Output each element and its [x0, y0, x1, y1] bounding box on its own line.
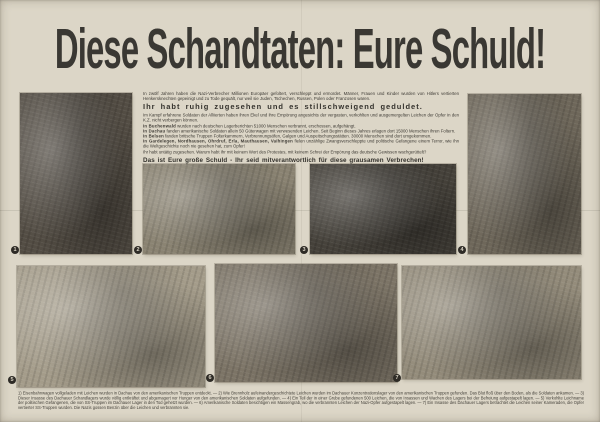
photo-7	[402, 266, 581, 379]
camp-lead: In Buchenwald	[143, 123, 176, 129]
allied-soldiers-paragraph: Im Kampf erfahrene Soldaten der Alliierten haben ihren Ekel und ihre Empörung angesichts der vergasten, verkohlten und ausgemergelten Leichen der Opfer in den K.Z. nicht verbergen können.	[143, 112, 459, 123]
photo-6	[215, 264, 397, 382]
camp-text: wurden nach deutschen Lagerberichten 51000 Menschen verbrannt, erschossen, aufgehängt.	[175, 123, 356, 129]
camp-list	[143, 124, 459, 149]
photo-2-number-badge: 2	[134, 246, 142, 254]
photo-captions-text: 1) Eisenbahnwagen vollgeladen mit Leichen wurden in Dachau von den amerikanischen Truppen entdeckt. — 2) Wie Brennholz aufeinandergeschichtete Leichen wurden im Dachauer Konzentrationslager von den amerikanischen Truppen gefunden. Das Blut floß über den Boden, als die Soldaten ankamen. — 3) Dieser Insasse des Dachauer Schandlagers wurde völlig entkräftet und abgemagert vor Hunger von den amerikanischen Soldaten aufgefunden. — 4) Ein Teil der in einer Grube gefundenen 500 Leichen, die von Insassen und Wachen des Lagers bei der Befreiung aufgestapelt lagen. — 5) Verkohlte Leichname der politischen Gefangenen, die von SS-Truppen im Dachauer Lager in den Tod gehetzt wurden. — 6) Amerikanische Soldaten besichtigen ein Massengrab, wo die verbrannten Leichen der Nazi-Opfer aufgestapelt lagen. — 7) Ein Insasse des Dachauer Lagers betrachtet die Leichen seiner Kameraden, die Opfer vertierter SS-Truppen wurden. Die Nazis gossen Benzin über die Leichen und verbrannten sie.	[18, 391, 584, 410]
photo-1-number-badge: 1	[11, 246, 19, 254]
photo-3-number-badge: 3	[300, 246, 308, 254]
camp-item-other-camps	[143, 139, 459, 149]
photo-5-number-badge: 5	[8, 376, 16, 384]
photo-4	[468, 94, 581, 254]
intro-paragraph: In zwölf Jahren haben die Nazi-Verbrecher Millionen Europäer gefoltert, verschleppt und ermordet. Männer, Frauen und Kinder wurden von Hitlers vertierten Henkersknechten gepeinigt und zu Tode gequält, nur weil sie Juden, Tschechen, Russen, Polen oder Franzosen waren.	[143, 91, 459, 101]
camp-text: fanden amerikanische Soldaten allein 50 Güterwagen mit verwesenden Leichen. Seit Beginn dieses Jahres erlagen dort 15000 Menschen ihren Foltern.	[165, 128, 456, 134]
camp-text: fanden britische Truppen Folterkammern, Verbrennungsöfen, Galgen und Auspeitschungsstätten. 30000 Menschen sind dort umgekommen.	[163, 133, 432, 139]
photo-3	[310, 164, 456, 254]
photo-1	[20, 93, 132, 254]
photo-7-number-badge: 7	[393, 374, 401, 382]
photo-4-number-badge: 4	[458, 246, 466, 254]
photo-captions	[18, 391, 584, 415]
camp-lead: In Belsen	[143, 133, 164, 139]
camp-lead: In Dachau	[143, 128, 166, 134]
photo-2	[143, 164, 295, 254]
camp-text: fielen unzählige Zwangsverschleppte und politische Gefangene einem Terror, wie ihn die Weltgeschichte noch nie gesehen hat, zum Opfer!	[143, 138, 459, 149]
photo-6-number-badge: 6	[206, 374, 214, 382]
photo-5	[17, 266, 205, 387]
headline-tolerated: Ihr habt ruhig zugesehen und es stillschweigend geduldet.	[143, 102, 423, 111]
headline-guilt: Das ist Eure große Schuld - Ihr seid mitverantwortlich für diese grausamen Verbrechen!	[143, 156, 424, 164]
poster-title: Diese Schandtaten: Eure Schuld!	[54, 18, 546, 81]
poster-title-row	[0, 18, 600, 81]
reproach-paragraph: Ihr habt untätig zugesehen. Warum habt Ihr mit keinem Wort des Protestes, mit keinem Schrei der Empörung das deutsche Gewissen wachgerüttelt?	[143, 149, 427, 155]
camp-lead: In Gardelegen, Nordhausen, Ohrdruf, Erla, Mauthausen, Vaihingen	[143, 138, 293, 144]
poster-text-block	[143, 91, 459, 163]
